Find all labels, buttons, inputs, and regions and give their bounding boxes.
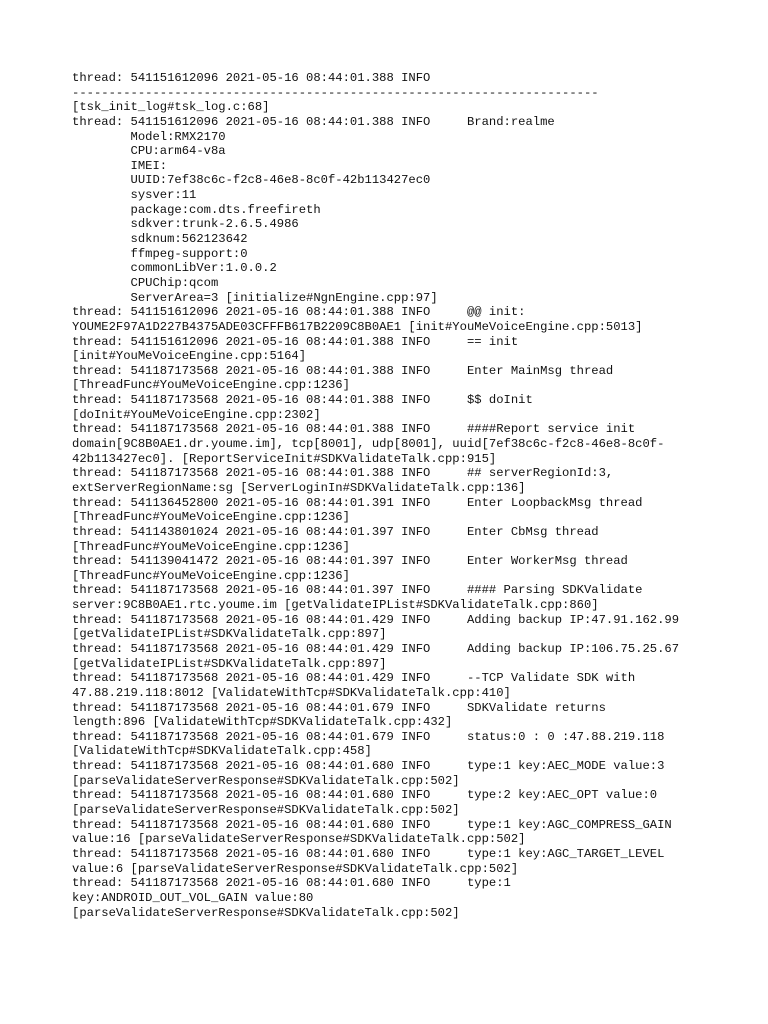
log-line: [getValidateIPList#SDKValidateTalk.cpp:897] [72,656,387,671]
log-line: ffmpeg-support:0 [72,246,248,261]
log-line: [ThreadFunc#YouMeVoiceEngine.cpp:1236] [72,510,350,525]
log-line: thread: 541151612096 2021-05-16 08:44:01.388 INFO [72,71,431,85]
log-line: [ThreadFunc#YouMeVoiceEngine.cpp:1236] [72,378,350,393]
log-line: [ThreadFunc#YouMeVoiceEngine.cpp:1236] [72,568,350,583]
log-line: thread: 541187173568 2021-05-16 08:44:01.679 INFO SDKValidate returns [72,700,606,715]
log-line: commonLibVer:1.0.0.2 [72,261,277,276]
log-line: thread: 541187173568 2021-05-16 08:44:01.680 INFO type:1 key:AGC_COMPRESS_GAIN [72,817,672,832]
log-line: thread: 541187173568 2021-05-16 08:44:01.429 INFO Adding backup IP:47.91.162.99 [72,612,680,627]
log-line: thread: 541143801024 2021-05-16 08:44:01.397 INFO Enter CbMsg thread [72,524,599,539]
log-line: thread: 541187173568 2021-05-16 08:44:01.679 INFO status:0 : 0 :47.88.219.118 [72,729,665,744]
log-line: thread: 541187173568 2021-05-16 08:44:01.680 INFO type:1 key:AGC_TARGET_LEVEL [72,846,665,861]
log-line: YOUME2F97A1D227B4375ADE03CFFFB617B2209C8B0AE1 [init#YouMeVoiceEngine.cpp:5013] [72,319,643,334]
log-line: IMEI: [72,158,168,173]
log-separator: ------------------------------------------------------------------------ [72,85,599,100]
log-line: UUID:7ef38c6c-f2c8-46e8-8c0f-42b113427ec0 [72,173,431,188]
log-line: [getValidateIPList#SDKValidateTalk.cpp:897] [72,627,387,642]
log-line: thread: 541187173568 2021-05-16 08:44:01.388 INFO $$ doInit [72,393,533,408]
log-line: [parseValidateServerResponse#SDKValidateTalk.cpp:502] [72,773,460,788]
log-line: thread: 541187173568 2021-05-16 08:44:01.388 INFO ####Report service init [72,422,636,437]
log-line: thread: 541151612096 2021-05-16 08:44:01.388 INFO == init [72,334,519,349]
log-line: sysver:11 [72,188,197,203]
log-line: [doInit#YouMeVoiceEngine.cpp:2302] [72,407,321,422]
log-document [72,71,762,920]
log-line: thread: 541187173568 2021-05-16 08:44:01.388 INFO ## serverRegionId:3, [72,466,614,481]
log-line: CPUChip:qcom [72,275,219,290]
log-line: package:com.dts.freefireth [72,202,321,217]
log-line: thread: 541187173568 2021-05-16 08:44:01.429 INFO Adding backup IP:106.75.25.67 [72,641,680,656]
log-line: extServerRegionName:sg [ServerLoginIn#SDKValidateTalk.cpp:136] [72,480,526,495]
log-line: 42b113427ec0]. [ReportServiceInit#SDKValidateTalk.cpp:915] [72,451,497,466]
log-line: ServerArea=3 [initialize#NgnEngine.cpp:97] [72,290,438,305]
log-line: key:ANDROID_OUT_VOL_GAIN value:80 [72,890,314,905]
log-line: [init#YouMeVoiceEngine.cpp:5164] [72,349,307,364]
log-line: thread: 541187173568 2021-05-16 08:44:01.680 INFO type:1 [72,876,511,891]
log-line: [ThreadFunc#YouMeVoiceEngine.cpp:1236] [72,539,350,554]
log-line: value:16 [parseValidateServerResponse#SDKValidateTalk.cpp:502] [72,832,526,847]
log-line: length:896 [ValidateWithTcp#SDKValidateTalk.cpp:432] [72,715,453,730]
log-line: thread: 541187173568 2021-05-16 08:44:01.388 INFO Enter MainMsg thread [72,363,614,378]
log-line: value:6 [parseValidateServerResponse#SDKValidateTalk.cpp:502] [72,861,519,876]
log-line: thread: 541187173568 2021-05-16 08:44:01.397 INFO #### Parsing SDKValidate [72,583,643,598]
log-line: [parseValidateServerResponse#SDKValidateTalk.cpp:502] [72,803,460,818]
log-line: sdknum:562123642 [72,232,248,247]
log-line: [tsk_init_log#tsk_log.c:68] [72,100,270,115]
log-line: thread: 541187173568 2021-05-16 08:44:01.429 INFO --TCP Validate SDK with [72,671,636,686]
log-line: thread: 541187173568 2021-05-16 08:44:01.680 INFO type:1 key:AEC_MODE value:3 [72,759,665,774]
log-line: server:9C8B0AE1.rtc.youme.im [getValidateIPList#SDKValidateTalk.cpp:860] [72,598,599,613]
log-line: thread: 541136452800 2021-05-16 08:44:01.391 INFO Enter LoopbackMsg thread [72,495,643,510]
log-line: [ValidateWithTcp#SDKValidateTalk.cpp:458] [72,744,372,759]
log-line: 47.88.219.118:8012 [ValidateWithTcp#SDKValidateTalk.cpp:410] [72,685,511,700]
log-line: Model:RMX2170 [72,129,226,144]
log-line: [parseValidateServerResponse#SDKValidateTalk.cpp:502] [72,905,460,920]
log-line: thread: 541151612096 2021-05-16 08:44:01.388 INFO Brand:realme [72,114,555,129]
log-line: domain[9C8B0AE1.dr.youme.im], tcp[8001], udp[8001], uuid[7ef38c6c-f2c8-46e8-8c0f- [72,437,665,452]
log-line: thread: 541139041472 2021-05-16 08:44:01.397 INFO Enter WorkerMsg thread [72,554,628,569]
log-line: thread: 541151612096 2021-05-16 08:44:01.388 INFO @@ init: [72,305,526,320]
log-line: thread: 541187173568 2021-05-16 08:44:01.680 INFO type:2 key:AEC_OPT value:0 [72,788,658,803]
log-line: sdkver:trunk-2.6.5.4986 [72,217,299,232]
log-line: CPU:arm64-v8a [72,144,226,159]
